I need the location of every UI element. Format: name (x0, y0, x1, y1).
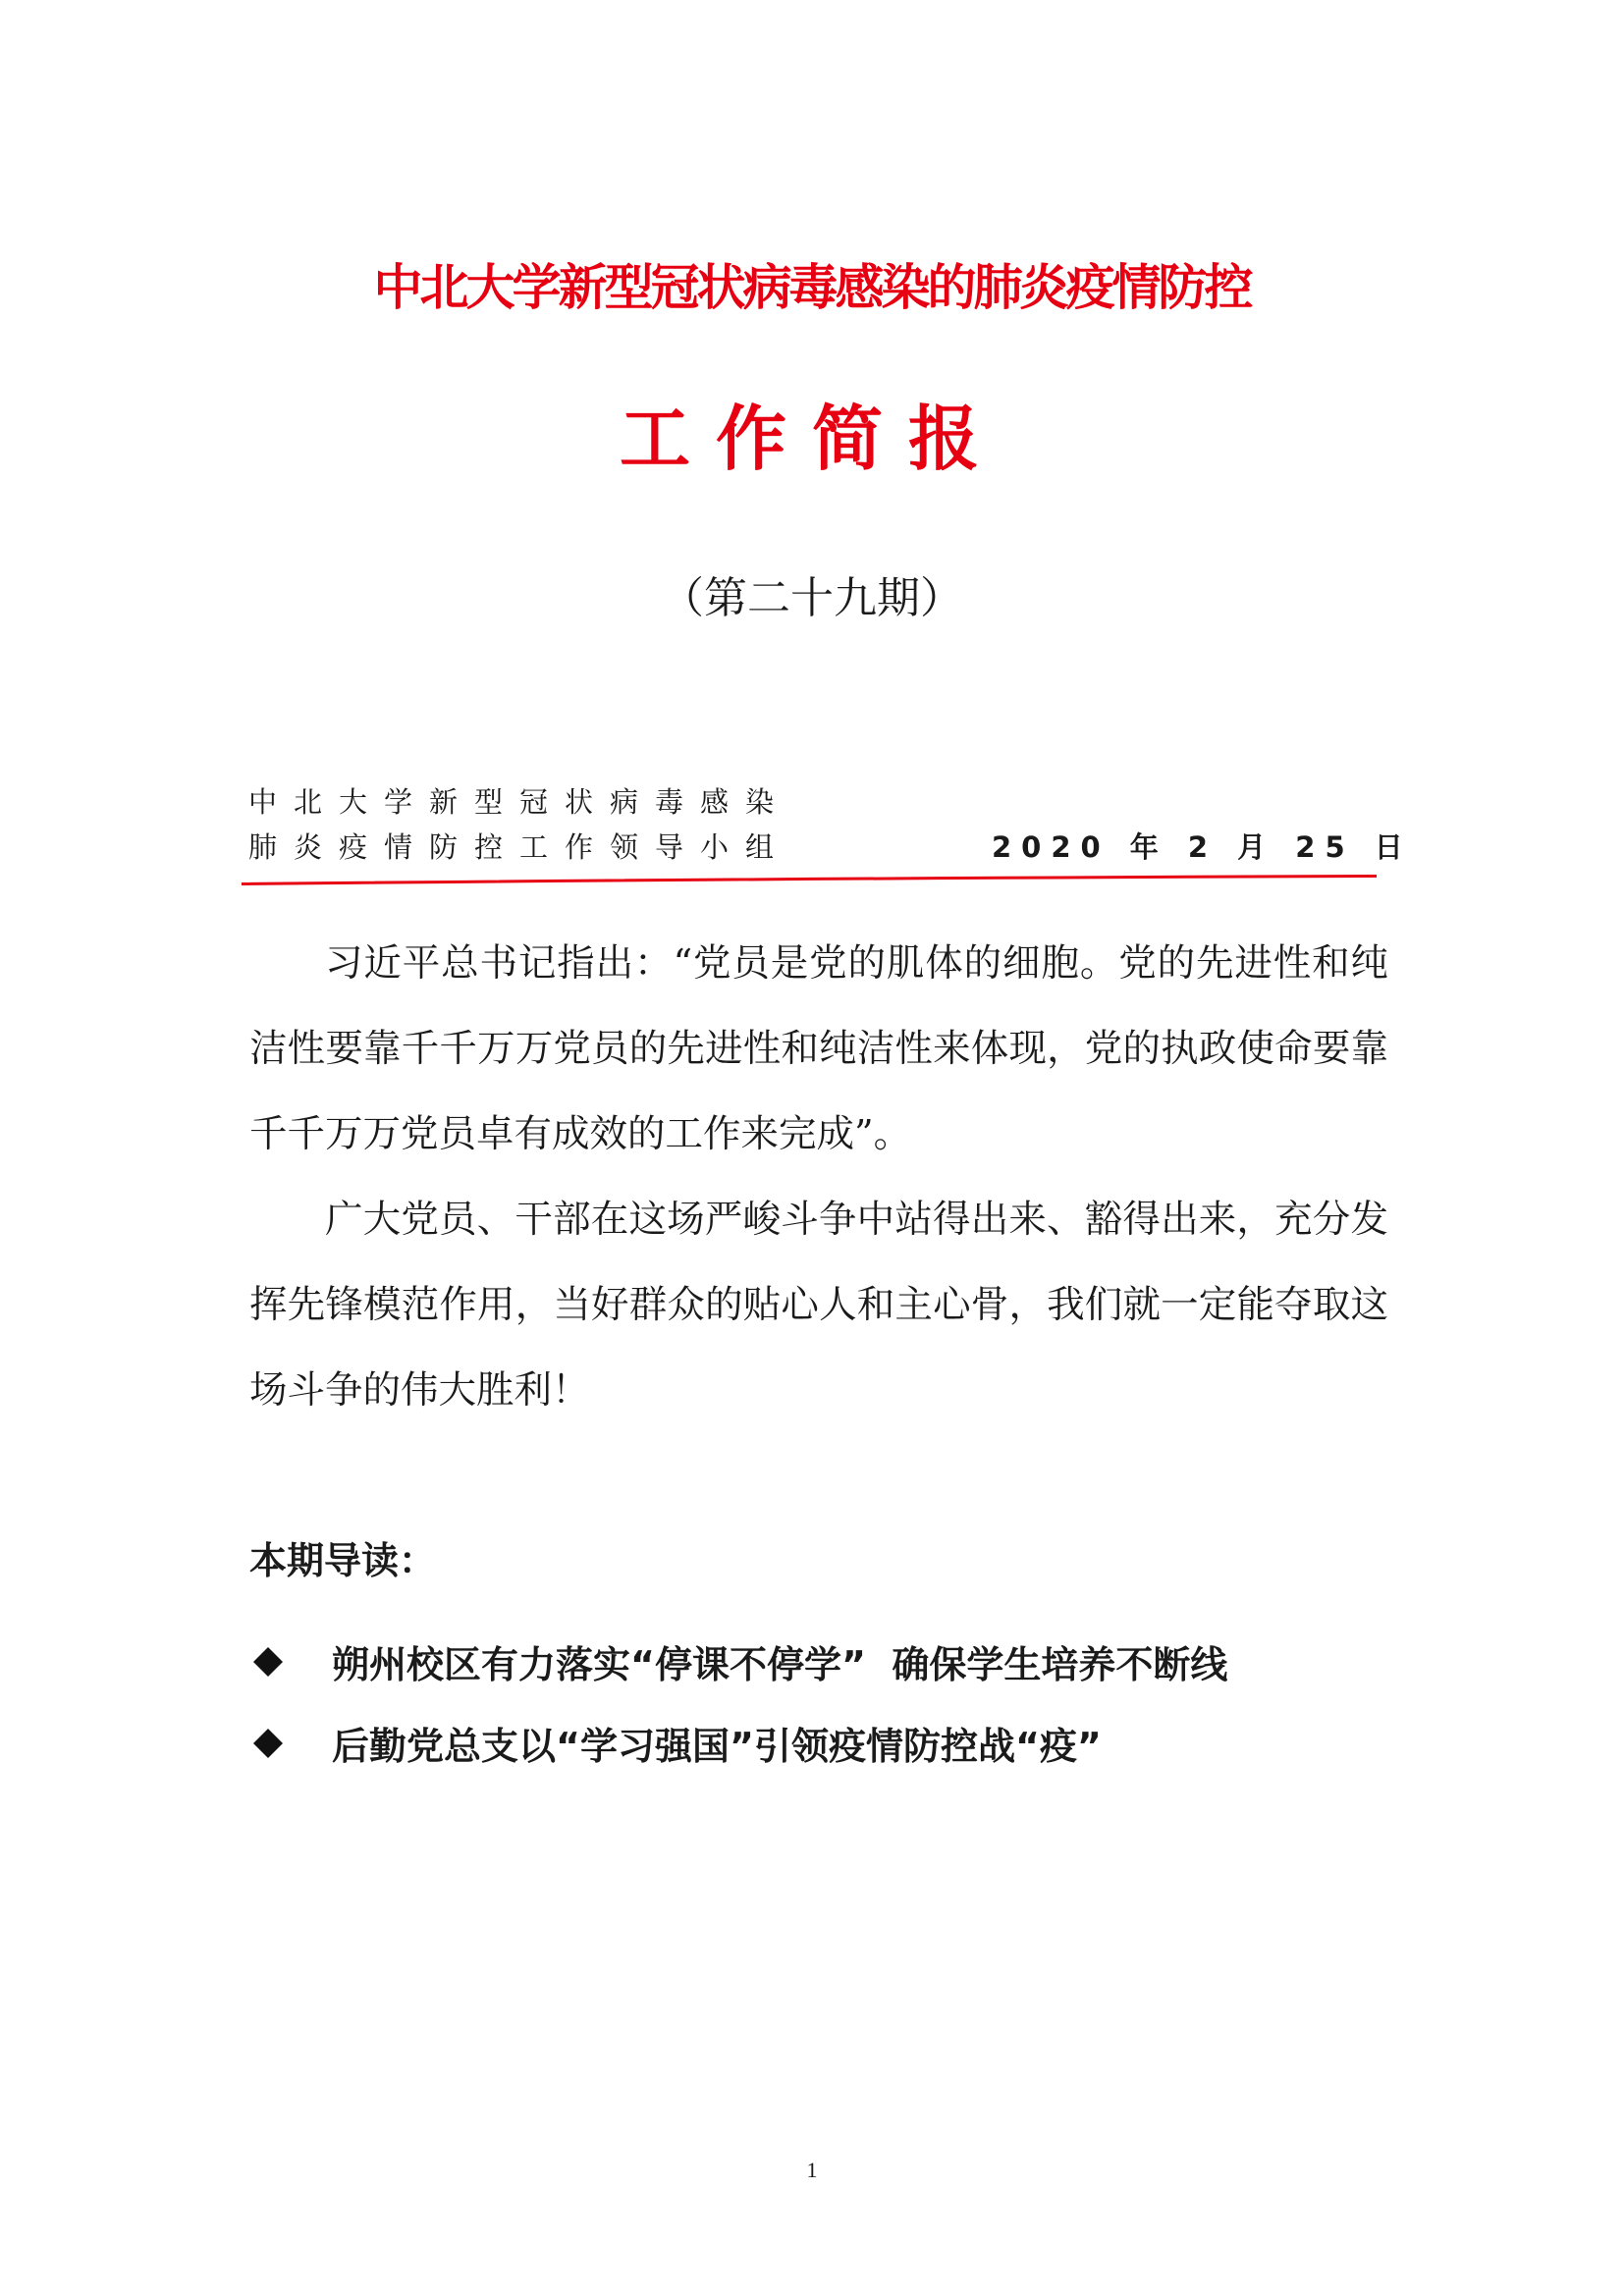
guide-list (249, 1637, 1428, 1800)
black-diamond-icon (253, 1647, 283, 1677)
guide-item (249, 1719, 1428, 1800)
body-paragraph-2: 广大党员、干部在这场严峻斗争中站得出来、豁得出来，充分发挥先锋模范作用，当好群众的贴心人和主心骨，我们就一定能夺取这场斗争的伟大胜利！ (249, 1198, 1388, 1413)
body-paragraph-1: 习近平总书记指出：“党员是党的肌体的细胞。党的先进性和纯洁性要靠千千万万党员的先进性和纯洁性来体现，党的执政使命要靠千千万万党员卓有成效的工作来完成”。 (249, 941, 1388, 1156)
issuer-block (248, 779, 798, 870)
body-text (249, 921, 1388, 1433)
guide-item (249, 1637, 1428, 1719)
guide-item-text: 后勤党总支以“学习强国”引领疫情防控战“疫” (332, 1725, 1102, 1768)
issue-number: （第二十九期） (661, 573, 963, 623)
org-title: 中北大学新型冠状病毒感染的肺炎疫情防控 (373, 259, 1251, 316)
guide-heading: 本期导读： (249, 1539, 437, 1582)
issue-date: 2020 年 2 月 25 日 (992, 830, 1413, 864)
brief-title: 工作简报 (619, 398, 1004, 480)
page-number: 1 (806, 2158, 818, 2182)
issuer-line-2: 肺炎疫情防控工作领导小组 (248, 830, 791, 864)
black-diamond-icon (253, 1729, 283, 1758)
red-divider-rule (242, 874, 1377, 885)
issuer-line-1: 中北大学新型冠状病毒感染 (248, 785, 791, 819)
guide-item-text: 朔州校区有力落实“停课不停学” 确保学生培养不断线 (332, 1643, 1228, 1686)
